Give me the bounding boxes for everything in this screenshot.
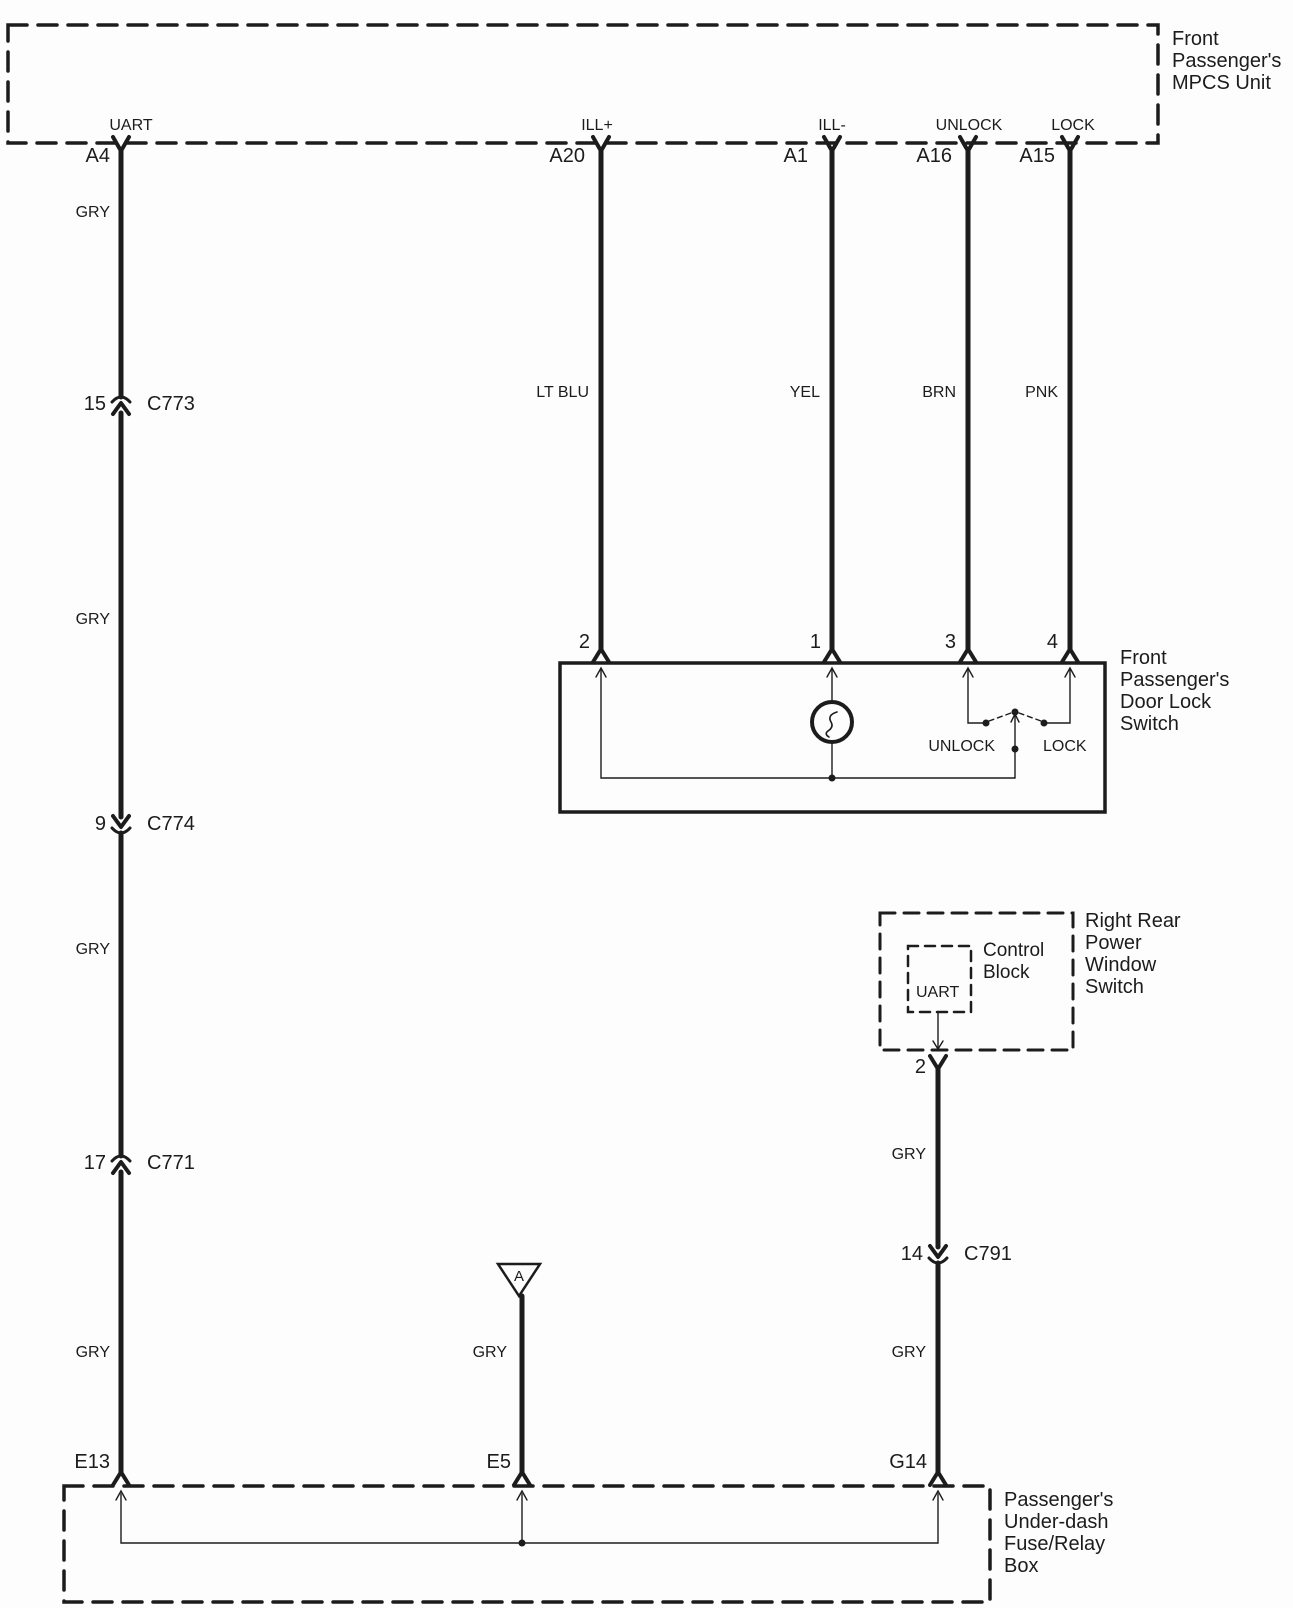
connector-pin-number: 17 [83,1152,106,1174]
mpcs-pin-a15: A15 [1019,145,1055,167]
mpcs-signal-lock: LOCK [1051,117,1095,134]
mpcs-unit-name-line: MPCS Unit [1172,72,1271,94]
mpcs-pin-a16: A16 [916,145,952,167]
connector-id: C791 [964,1243,1012,1265]
mpcs-pin-a4: A4 [85,145,110,167]
wire-color-label: GRY [891,1344,926,1361]
window-switch-name-line: Window [1085,954,1157,976]
wire-color-label: GRY [891,1146,926,1163]
fuse-box-name-line: Fuse/Relay [1004,1533,1106,1555]
fuse-box-internals [116,1491,943,1547]
window-terminal-fork [930,1056,946,1069]
wire-color-label: GRY [75,204,110,221]
connector-pin-number: 9 [94,813,106,835]
fuse-terminal-g14: G14 [889,1451,927,1473]
window-uart-label: UART [916,984,960,1001]
connector-id: C774 [147,813,195,835]
wire-color-label: GRY [472,1344,507,1361]
door-lock-pin-2: 2 [578,631,590,653]
control-block-label-line: Block [983,962,1030,983]
mpcs-pin-a1: A1 [783,145,808,167]
door-lock-pin-3: 3 [944,631,956,653]
door-lock-switch-name-line: Front [1120,647,1167,669]
connector-id: C771 [147,1152,195,1174]
control-block-label-line: Control [983,940,1045,961]
mpcs-signal-ill-minus: ILL- [818,117,846,134]
door-lock-pin-4: 4 [1046,631,1058,653]
window-switch-name-line: Power [1085,932,1142,954]
fuse-box-terminal-forks [113,1472,946,1485]
wire-color-label: YEL [789,384,820,401]
mpcs-pin-a20: A20 [549,145,585,167]
fuse-box-name-line: Passenger's [1004,1489,1114,1511]
mpcs-signal-ill-plus: ILL+ [581,117,613,134]
switch-position-unlock: UNLOCK [928,738,995,755]
fuse-terminal-e5: E5 [486,1451,511,1473]
window-switch-exit-arrow [933,1012,943,1049]
wire-color-label: PNK [1025,384,1058,401]
door-lock-terminal-forks [593,649,1078,662]
window-switch-name-line: Right Rear [1085,910,1181,932]
wire-color-label: GRY [75,1344,110,1361]
switch-position-lock: LOCK [1043,738,1087,755]
fuse-box-name-line: Under-dash [1004,1511,1109,1533]
window-switch-uart-box [908,946,971,1012]
mpcs-unit-name-line: Passenger's [1172,50,1282,72]
mpcs-unit-name-line: Front [1172,28,1219,50]
door-lock-switch-name-line: Passenger's [1120,669,1230,691]
door-lock-switch-name-line: Door Lock [1120,691,1212,713]
fuse-box-name-line: Box [1004,1555,1039,1577]
wire-color-label: LT BLU [536,384,589,401]
mpcs-signal-uart: UART [109,117,153,134]
door-lock-switch-name-line: Switch [1120,713,1179,735]
window-switch-name-line: Switch [1085,976,1144,998]
fuse-relay-box [64,1486,990,1602]
illumination-lamp-icon [812,702,852,742]
door-lock-pin-1: 1 [809,631,821,653]
window-pin-2: 2 [914,1056,926,1078]
connector-id: C773 [147,393,195,415]
wire-color-label: GRY [75,941,110,958]
fuse-terminal-e13: E13 [74,1451,110,1473]
branch-a-label: A [513,1268,525,1285]
mpcs-signal-unlock: UNLOCK [935,117,1003,134]
connector-pin-number: 14 [900,1243,923,1265]
connector-pin-number: 15 [83,393,106,415]
wire-color-label: GRY [75,611,110,628]
wire-color-label: BRN [922,384,956,401]
